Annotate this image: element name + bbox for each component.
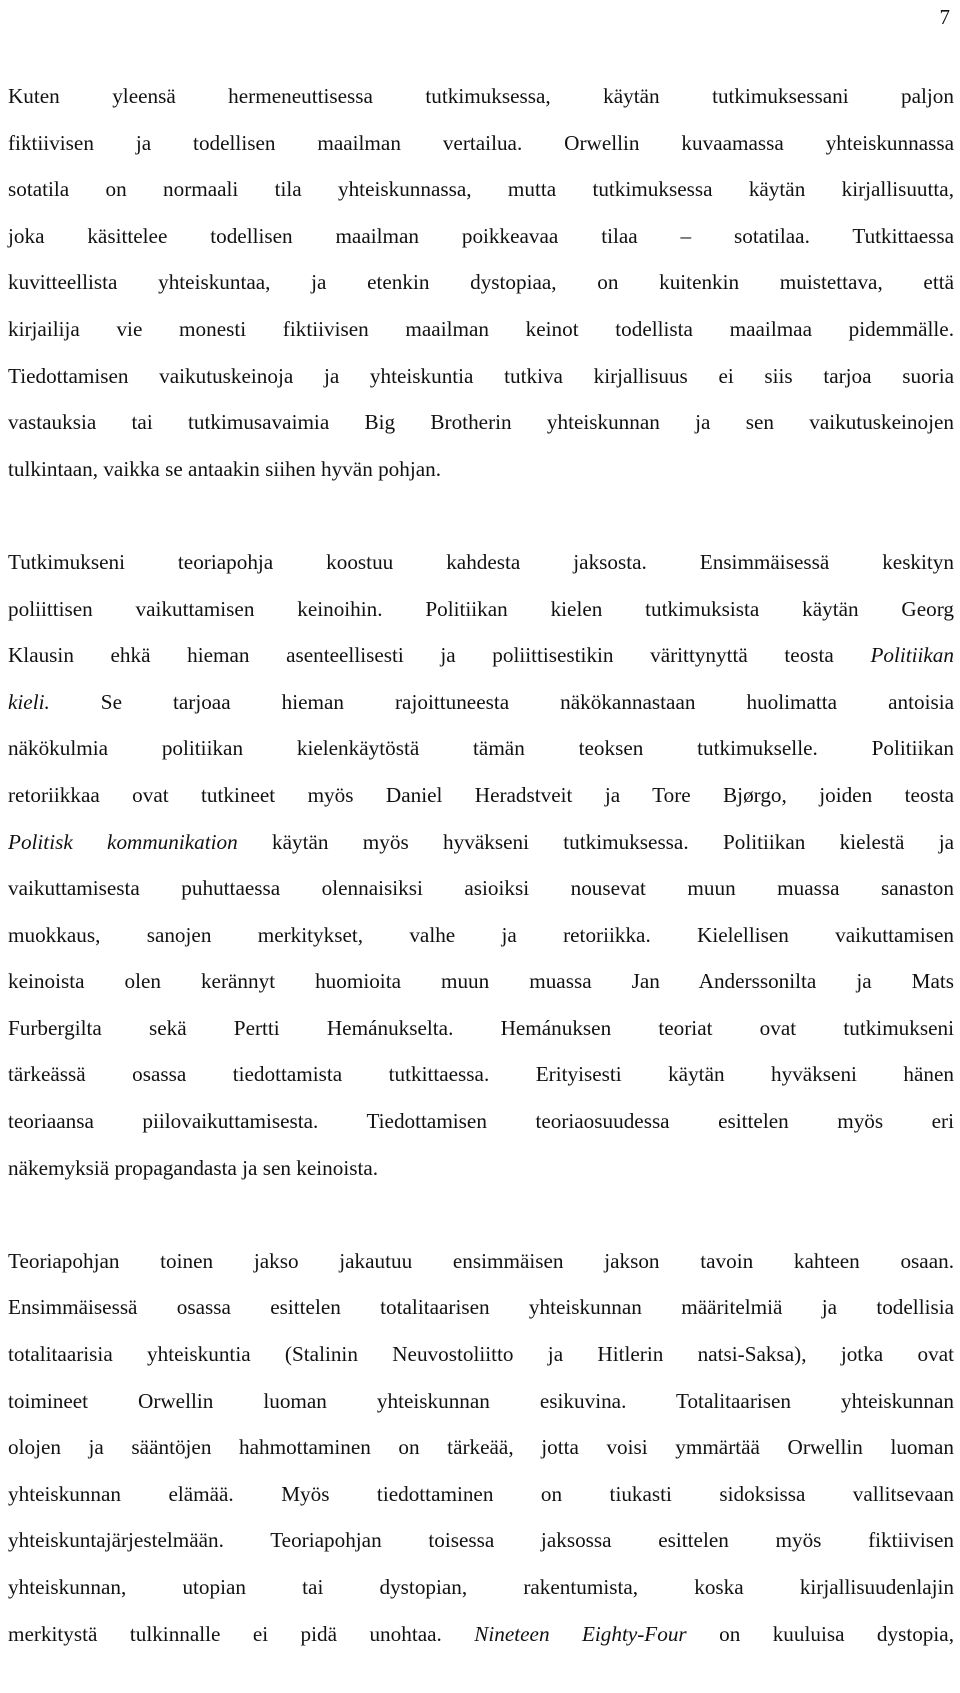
- text-line: [8, 819, 954, 866]
- text-line: poliittisen vaikuttamisen keinoihin. Politiikan kielen tutkimuksista käytän Georg: [8, 596, 954, 621]
- text-line: näkökulmia politiikan kielenkäytöstä tämän teoksen tutkimukselle. Politiikan: [8, 736, 954, 761]
- text-line: [8, 632, 954, 679]
- text-line: [8, 679, 954, 726]
- document-body: [8, 73, 954, 1657]
- text-line: fiktiivisen ja todellisen maailman vertailua. Orwellin kuvaamassa yhteiskunnassa: [8, 130, 954, 155]
- text-line: muokkaus, sanojen merkitykset, valhe ja retoriikka. Kielellisen vaikuttamisen: [8, 922, 954, 947]
- text-line: keinoista olen kerännyt huomioita muun muassa Jan Anderssonilta ja Mats: [8, 969, 954, 994]
- book-title: Politisk kommunikation: [8, 829, 238, 854]
- paragraph-1: [8, 73, 954, 492]
- text-line: vastauksia tai tutkimusavaimia Big Brotherin yhteiskunnan ja sen vaikutuskeinojen: [8, 410, 954, 435]
- text-line: kuvitteellista yhteiskuntaa, ja etenkin dystopiaa, on kuitenkin muistettava, että: [8, 270, 954, 295]
- text-line: yhteiskunnan elämää. Myös tiedottaminen on tiukasti sidoksissa vallitsevaan: [8, 1481, 954, 1506]
- text-line: näkemyksiä propagandasta ja sen keinoista.: [8, 1155, 379, 1180]
- page-number: 7: [939, 5, 950, 29]
- text-segment: käytän myös hyväkseni tutkimuksessa. Politiikan kielestä ja: [272, 829, 954, 854]
- text-line: retoriikkaa ovat tutkineet myös Daniel Heradstveit ja Tore Bjørgo, joiden teosta: [8, 782, 954, 807]
- text-segment: on kuuluisa dystopia,: [719, 1621, 954, 1646]
- paragraph-3: [8, 1238, 954, 1657]
- text-line: teoriaansa piilovaikuttamisesta. Tiedottamisen teoriaosuudessa esittelen myös eri: [8, 1109, 954, 1134]
- text-line: totalitaarisia yhteiskuntia (Stalinin Neuvostoliitto ja Hitlerin natsi-Saksa), jotka ovat: [8, 1342, 954, 1367]
- text-line: sotatila on normaali tila yhteiskunnassa, mutta tutkimuksessa käytän kirjallisuutta,: [8, 177, 954, 202]
- text-line: Teoriapohjan toinen jakso jakautuu ensimmäisen jakson tavoin kahteen osaan.: [8, 1248, 954, 1273]
- text-line: joka käsittelee todellisen maailman poikkeavaa tilaa – sotatilaa. Tutkittaessa: [8, 223, 954, 248]
- text-line: vaikuttamisesta puhuttaessa olennaisiksi asioiksi nousevat muun muassa sanaston: [8, 876, 954, 901]
- book-title: kieli.: [8, 689, 50, 714]
- text-line: tulkintaan, vaikka se antaakin siihen hyvän pohjan.: [8, 456, 442, 481]
- book-title: Politiikan: [870, 643, 954, 668]
- text-line: kirjailija vie monesti fiktiivisen maailman keinot todellista maailmaa pidemmälle.: [8, 316, 954, 341]
- text-line: [8, 1611, 954, 1658]
- text-line: Tiedottamisen vaikutuskeinoja ja yhteiskuntia tutkiva kirjallisuus ei siis tarjoa suoria: [8, 363, 954, 388]
- paragraph-2: [8, 539, 954, 1191]
- book-title: Nineteen Eighty-Four: [474, 1621, 687, 1646]
- text-line: tärkeässä osassa tiedottamista tutkittaessa. Erityisesti käytän hyväkseni hänen: [8, 1062, 954, 1087]
- text-segment: Klausin ehkä hieman asenteellisesti ja poliittisestikin värittynyttä teosta: [8, 643, 834, 668]
- text-segment: merkitystä tulkinnalle ei pidä unohtaa.: [8, 1621, 442, 1646]
- text-line: olojen ja sääntöjen hahmottaminen on tärkeää, jotta voisi ymmärtää Orwellin luoman: [8, 1435, 954, 1460]
- text-line: Kuten yleensä hermeneuttisessa tutkimuksessa, käytän tutkimuksessani paljon: [8, 84, 954, 108]
- text-line: yhteiskunnan, utopian tai dystopian, rakentumista, koska kirjallisuudenlajin: [8, 1575, 954, 1599]
- text-line: Furbergilta sekä Pertti Hemánukselta. Hemánuksen teoriat ovat tutkimukseni: [8, 1015, 954, 1040]
- text-line: Ensimmäisessä osassa esittelen totalitaarisen yhteiskunnan määritelmiä ja todellisia: [8, 1295, 954, 1320]
- text-line: Tutkimukseni teoriapohja koostuu kahdesta jaksosta. Ensimmäisessä keskityn: [8, 549, 954, 574]
- text-segment: Se tarjoaa hieman rajoittuneesta näkökannastaan huolimatta antoisia: [100, 689, 955, 714]
- text-line: yhteiskuntajärjestelmään. Teoriapohjan toisessa jaksossa esittelen myös fiktiivisen: [8, 1528, 954, 1553]
- text-line: toimineet Orwellin luoman yhteiskunnan esikuvina. Totalitaarisen yhteiskunnan: [8, 1388, 954, 1413]
